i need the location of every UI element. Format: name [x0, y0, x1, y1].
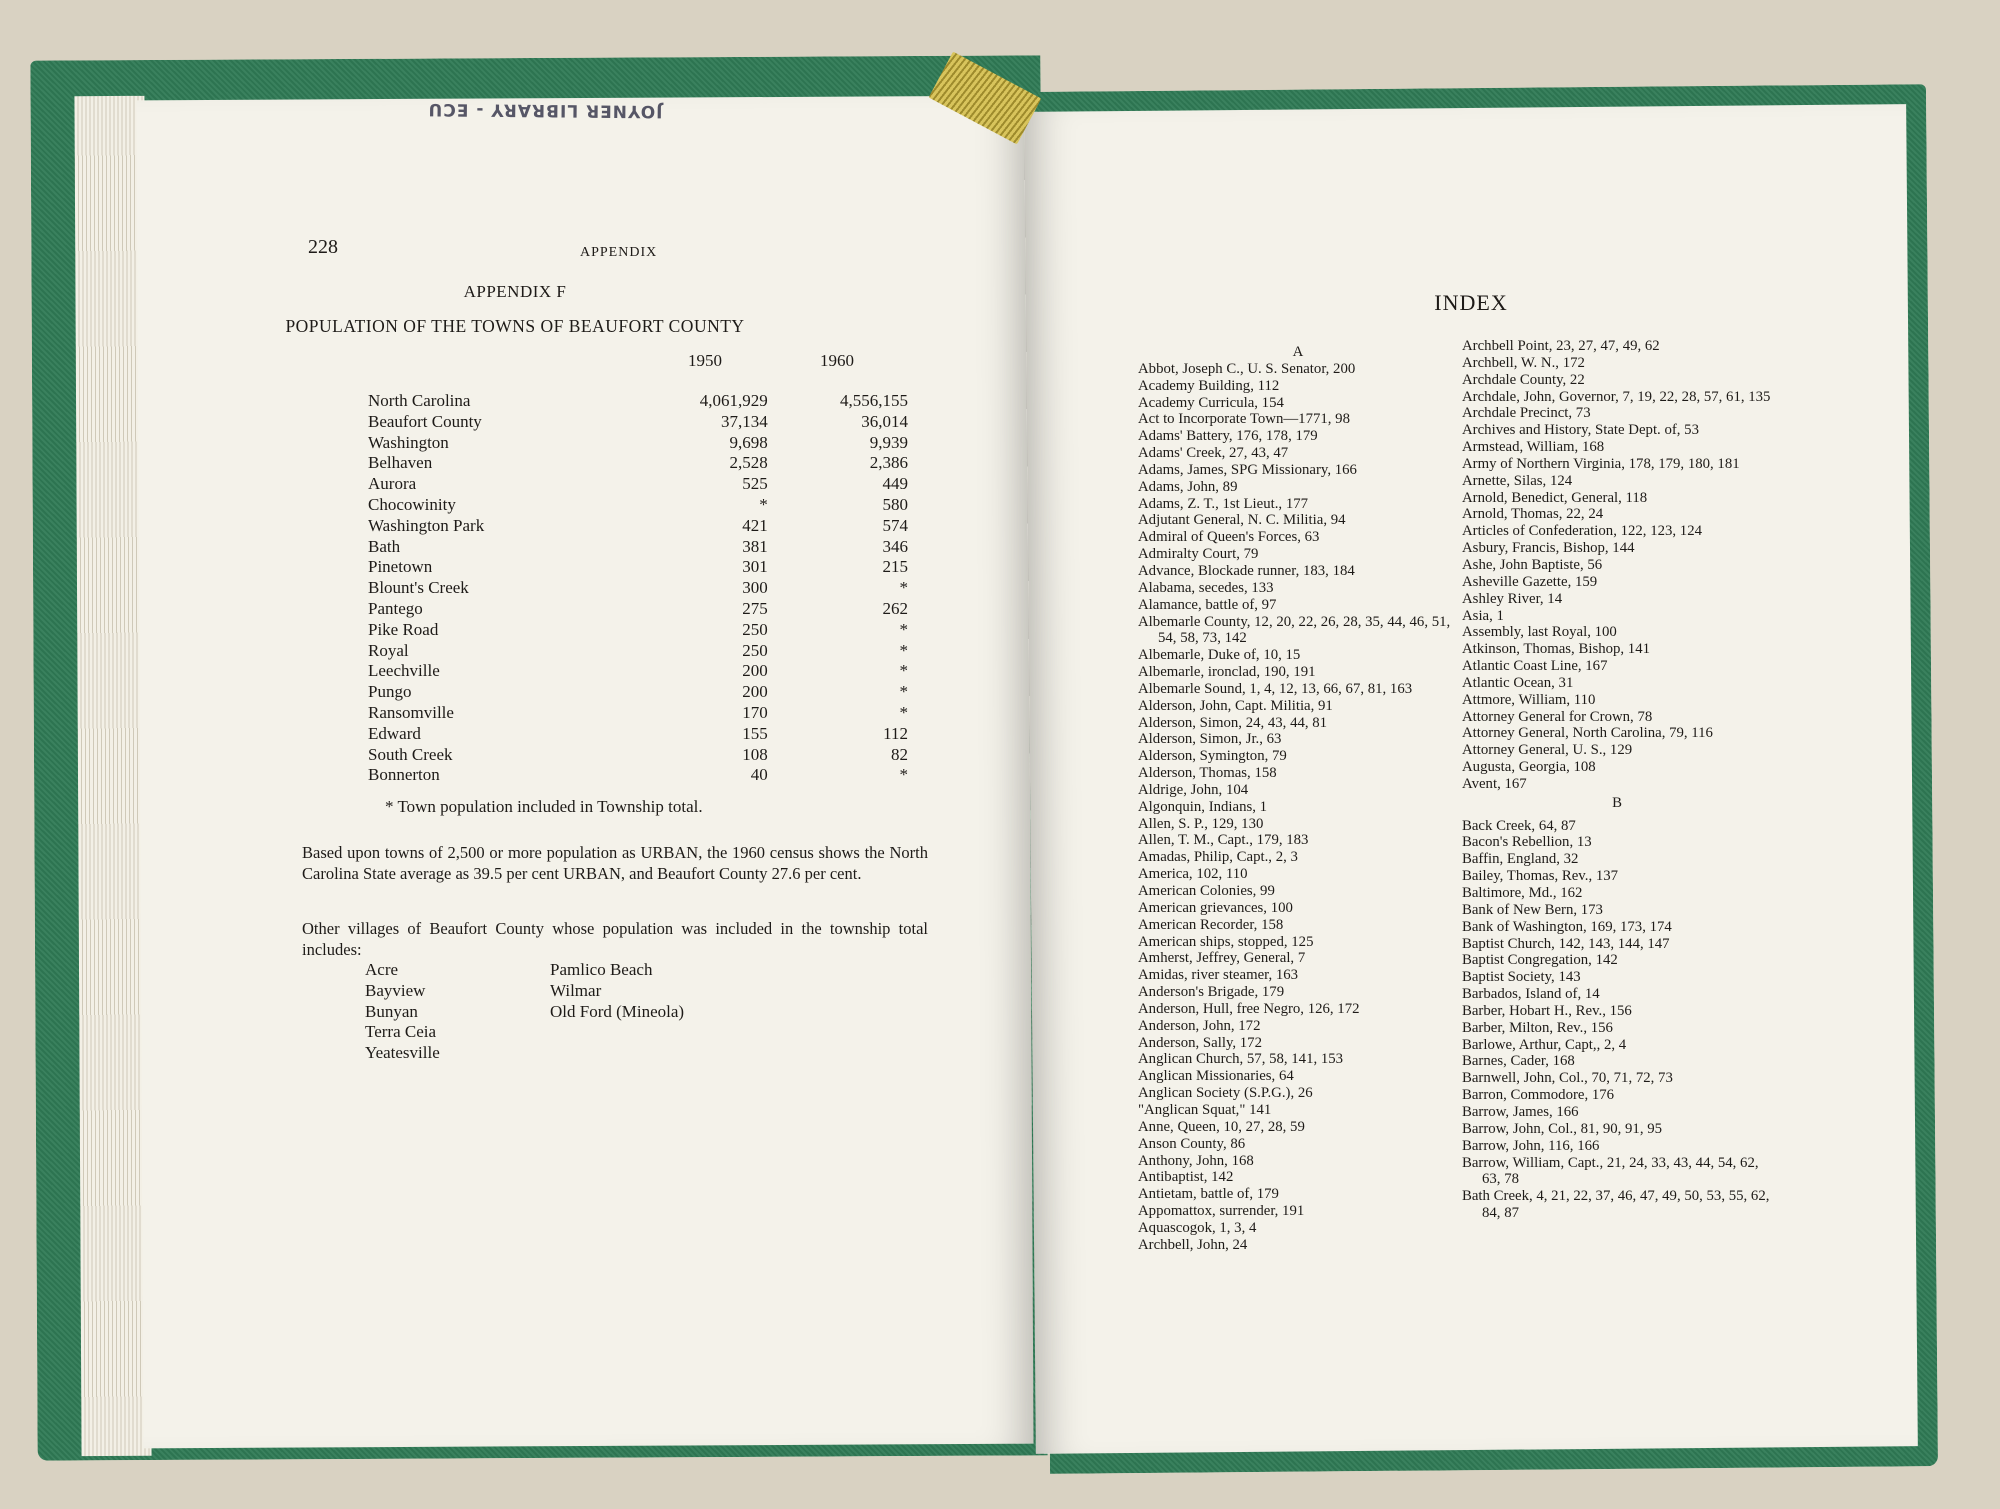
- index-entry: Alderson, Simon, Jr., 63: [1138, 731, 1282, 748]
- index-entry: Archdale County, 22: [1462, 371, 1585, 388]
- index-entry: Anderson, Hull, free Negro, 126, 172: [1138, 1000, 1360, 1017]
- index-entry: Atkinson, Thomas, Bishop, 141: [1462, 641, 1650, 658]
- town-name: Bath: [368, 536, 401, 556]
- index-entry: Advance, Blockade runner, 183, 184: [1138, 562, 1355, 579]
- index-entry: Archbell Point, 23, 27, 47, 49, 62: [1462, 338, 1660, 354]
- population-1960: 4,556,155: [840, 391, 908, 410]
- index-entry: Barrow, John, Col., 81, 90, 91, 95: [1462, 1120, 1663, 1137]
- index-entry: Armstead, William, 168: [1462, 439, 1605, 456]
- index-entry: Barron, Commodore, 176: [1462, 1087, 1615, 1104]
- index-entry: Baffin, England, 32: [1462, 851, 1579, 868]
- population-1950: 170: [742, 702, 768, 722]
- index-entry: Archbell, John, 24: [1138, 1236, 1248, 1253]
- index-entry: Barnwell, John, Col., 70, 71, 72, 73: [1462, 1070, 1673, 1087]
- index-entry: Anderson, John, 172: [1138, 1017, 1261, 1034]
- population-1960: 82: [891, 744, 908, 764]
- population-1960: 346: [882, 536, 908, 556]
- index-entry: Alderson, John, Capt. Militia, 91: [1138, 697, 1333, 714]
- population-1960: *: [899, 765, 908, 785]
- index-entry: Arnold, Thomas, 22, 24: [1462, 506, 1604, 523]
- index-entry: Bacon's Rebellion, 13: [1462, 834, 1592, 851]
- population-1960: 449: [882, 474, 908, 494]
- index-entry: Adams' Creek, 27, 43, 47: [1138, 445, 1289, 462]
- table-row: [368, 453, 908, 474]
- town-name: Pungo: [368, 682, 412, 702]
- population-1950: *: [759, 494, 768, 514]
- index-entry: Amherst, Jeffrey, General, 7: [1138, 950, 1306, 967]
- index-entry: Arnette, Silas, 124: [1462, 472, 1573, 489]
- table-row: [368, 620, 908, 641]
- table-row: [368, 578, 908, 599]
- index-column-left: [1138, 344, 1458, 1254]
- table-row: [368, 391, 908, 412]
- index-entry: Adams, John, 89: [1138, 478, 1238, 495]
- index-entry: Asbury, Francis, Bishop, 144: [1462, 540, 1635, 557]
- index-entry: Albemarle, Duke of, 10, 15: [1138, 647, 1301, 664]
- population-1960: *: [899, 578, 908, 598]
- index-entry: Attorney General, North Carolina, 79, 116: [1462, 725, 1713, 742]
- population-1960: *: [899, 702, 908, 722]
- index-entry: Arnold, Benedict, General, 118: [1462, 489, 1648, 506]
- village-name: Acre: [365, 960, 399, 979]
- index-title: INDEX: [1434, 290, 1508, 315]
- town-name: Blount's Creek: [368, 578, 469, 598]
- village-name: Bunyan: [365, 1001, 418, 1021]
- index-entry: Admiralty Court, 79: [1138, 546, 1259, 563]
- index-section-letter: A: [1292, 344, 1304, 360]
- index-entry: Abbot, Joseph C., U. S. Senator, 200: [1138, 360, 1356, 377]
- table-row: [368, 703, 908, 724]
- index-entry: Archbell, W. N., 172: [1462, 354, 1585, 371]
- population-1960: *: [899, 619, 908, 639]
- index-entry: Attmore, William, 110: [1462, 691, 1596, 708]
- village-name: Wilmar: [550, 980, 602, 1000]
- town-name: Royal: [368, 640, 409, 660]
- villages-column-1: [365, 960, 440, 1064]
- index-entry: Allen, S. P., 129, 130: [1138, 815, 1264, 832]
- population-1950: 2,528: [729, 453, 768, 473]
- index-entry: Anne, Queen, 10, 27, 28, 59: [1138, 1118, 1305, 1135]
- index-entry: Appomattox, surrender, 191: [1138, 1203, 1305, 1220]
- village-name: Yeatesville: [365, 1043, 440, 1063]
- index-entry: Barlowe, Arthur, Capt,, 2, 4: [1462, 1036, 1627, 1053]
- index-entry: Asheville Gazette, 159: [1462, 573, 1598, 590]
- index-entry: Anderson's Brigade, 179: [1138, 984, 1285, 1001]
- index-entry: Ashe, John Baptiste, 56: [1462, 556, 1603, 573]
- population-1960: *: [899, 640, 908, 660]
- index-entry: Baltimore, Md., 162: [1462, 885, 1583, 901]
- population-1960: 2,386: [869, 453, 908, 473]
- page-number: 228: [308, 236, 338, 258]
- population-1960: 9,939: [869, 432, 908, 452]
- population-1950: 421: [742, 515, 768, 535]
- population-1960: 574: [882, 515, 908, 535]
- index-entry: Alderson, Symington, 79: [1138, 748, 1287, 765]
- index-entry: American Recorder, 158: [1138, 916, 1284, 933]
- index-entry: American Colonies, 99: [1138, 883, 1275, 899]
- population-1950: 9,698: [729, 432, 768, 452]
- index-entry: Antibaptist, 142: [1138, 1169, 1234, 1186]
- index-entry: Anson County, 86: [1138, 1135, 1246, 1152]
- index-entry: Bank of New Bern, 173: [1462, 901, 1603, 918]
- village-name: Old Ford (Mineola): [550, 1001, 685, 1021]
- population-1950: 250: [742, 619, 768, 639]
- index-entry: Barrow, James, 166: [1462, 1103, 1579, 1120]
- table-row: [368, 412, 908, 433]
- index-entry: Attorney General for Crown, 78: [1462, 708, 1653, 725]
- population-1950: 37,134: [721, 411, 768, 431]
- town-name: Washington Park: [368, 515, 485, 535]
- index-entry: Amidas, river steamer, 163: [1138, 967, 1299, 984]
- index-entry: Articles of Confederation, 122, 123, 124: [1462, 523, 1702, 540]
- town-name: North Carolina: [368, 391, 471, 410]
- index-entry: Baptist Society, 143: [1462, 969, 1581, 986]
- column-header-1960: 1960: [820, 351, 854, 370]
- index-entry: Adams, James, SPG Missionary, 166: [1138, 461, 1357, 478]
- index-entry: Albemarle County, 12, 20, 22, 26, 28, 35, 44, 46, 51, 54, 58, 73, 142: [1138, 613, 1451, 647]
- town-name: Edward: [368, 723, 421, 743]
- index-entry: Atlantic Coast Line, 167: [1462, 658, 1608, 675]
- index-entry: Albemarle Sound, 1, 4, 12, 13, 66, 67, 81, 163: [1138, 680, 1413, 697]
- index-entry: Adams, Z. T., 1st Lieut., 177: [1138, 495, 1309, 512]
- population-1950: 301: [742, 557, 768, 577]
- index-entry: Archdale, John, Governor, 7, 19, 22, 28, 57, 61, 135: [1462, 388, 1771, 405]
- index-entry: Alabama, secedes, 133: [1138, 579, 1274, 596]
- index-entry: Anglican Church, 57, 58, 141, 153: [1138, 1051, 1344, 1068]
- index-entry: Anglican Missionaries, 64: [1138, 1068, 1294, 1085]
- table-row: [368, 537, 908, 558]
- population-1950: 250: [742, 640, 768, 660]
- index-entry: Baptist Church, 142, 143, 144, 147: [1462, 935, 1670, 952]
- villages-column-2: [550, 960, 684, 1022]
- index-entry: Army of Northern Virginia, 178, 179, 180, 181: [1462, 455, 1740, 472]
- table-row: [368, 765, 908, 786]
- appendix-title: APPENDIX F: [463, 282, 567, 301]
- table-title: POPULATION OF THE TOWNS OF BEAUFORT COUNTY: [285, 316, 745, 336]
- index-entry: Admiral of Queen's Forces, 63: [1138, 529, 1320, 546]
- column-header-1950: 1950: [688, 351, 722, 370]
- index-entry: Academy Curricula, 154: [1138, 394, 1284, 411]
- town-name: Beaufort County: [368, 411, 482, 431]
- index-entry: Barbados, Island of, 14: [1462, 986, 1600, 1003]
- index-entry: Avent, 167: [1462, 775, 1527, 792]
- town-name: Belhaven: [368, 453, 433, 473]
- town-name: Ransomville: [368, 702, 454, 722]
- index-entry: Anglican Society (S.P.G.), 26: [1138, 1085, 1313, 1102]
- population-1950: 155: [742, 723, 768, 743]
- village-name: Bayview: [365, 980, 426, 1000]
- index-entry: Bath Creek, 4, 21, 22, 37, 46, 47, 49, 50, 53, 55, 62, 84, 87: [1462, 1188, 1770, 1222]
- town-name: Leechville: [368, 661, 440, 681]
- index-entry: Act to Incorporate Town—1771, 98: [1138, 411, 1350, 428]
- index-entry: Alamance, battle of, 97: [1138, 596, 1277, 613]
- table-row: [368, 724, 908, 745]
- population-1960: 36,014: [861, 411, 908, 431]
- index-section-letter: B: [1612, 794, 1622, 811]
- index-column-right: [1462, 338, 1772, 1222]
- index-entry: Alderson, Simon, 24, 43, 44, 81: [1138, 714, 1328, 731]
- table-row: [368, 641, 908, 662]
- index-entry: Barrow, William, Capt., 21, 24, 33, 43, 44, 54, 62, 63, 78: [1462, 1154, 1759, 1188]
- town-name: South Creek: [368, 744, 453, 764]
- index-entry: Asia, 1: [1462, 607, 1504, 624]
- index-entry: Allen, T. M., Capt., 179, 183: [1138, 832, 1309, 849]
- table-row: [368, 745, 908, 766]
- index-entry: Alderson, Thomas, 158: [1138, 765, 1277, 782]
- index-entry: Attorney General, U. S., 129: [1462, 742, 1633, 759]
- table-row: [368, 599, 908, 620]
- index-entry: Amadas, Philip, Capt., 2, 3: [1138, 849, 1298, 866]
- population-1960: 262: [882, 598, 908, 618]
- town-name: Pantego: [368, 598, 423, 618]
- urban-paragraph: Based upon towns of 2,500 or more population as URBAN, the 1960 census shows the North Carolina State average as 39.5 per cent URBAN, and Beaufort County 27.6 per cent.: [302, 843, 928, 883]
- town-name: Chocowinity: [368, 494, 456, 514]
- library-stamp: JOYNER LIBRARY - ECU: [427, 98, 663, 122]
- table-row: [368, 661, 908, 682]
- population-1950: 200: [742, 682, 768, 702]
- population-1950: 381: [742, 536, 768, 556]
- village-name: Pamlico Beach: [550, 960, 653, 979]
- index-entry: Augusta, Georgia, 108: [1462, 759, 1596, 776]
- population-1950: 300: [742, 578, 768, 598]
- index-entry: Antietam, battle of, 179: [1138, 1186, 1279, 1203]
- index-entry: Bailey, Thomas, Rev., 137: [1462, 868, 1619, 885]
- population-1950: 4,061,929: [699, 391, 768, 410]
- town-name: Bonnerton: [368, 765, 440, 785]
- index-entry: Ashley River, 14: [1462, 590, 1563, 607]
- index-entry: Back Creek, 64, 87: [1462, 817, 1576, 834]
- index-entry: Anthony, John, 168: [1138, 1152, 1254, 1169]
- index-entry: Adjutant General, N. C. Militia, 94: [1138, 512, 1346, 529]
- population-1950: 275: [742, 598, 768, 618]
- table-row: [368, 474, 908, 495]
- population-1950: 108: [742, 744, 768, 764]
- population-1950: 525: [742, 474, 768, 494]
- index-entry: Bank of Washington, 169, 173, 174: [1462, 918, 1672, 935]
- table-row: [368, 557, 908, 578]
- index-entry: Barrow, John, 116, 166: [1462, 1137, 1600, 1154]
- index-entry: Archives and History, State Dept. of, 53: [1462, 422, 1699, 439]
- index-entry: America, 102, 110: [1138, 866, 1248, 883]
- index-entry: "Anglican Squat," 141: [1138, 1101, 1272, 1118]
- table-row: [368, 433, 908, 454]
- table-row: [368, 682, 908, 703]
- town-name: Aurora: [368, 474, 417, 494]
- index-entry: Barber, Hobart H., Rev., 156: [1462, 1002, 1632, 1019]
- index-entry: Assembly, last Royal, 100: [1462, 624, 1617, 641]
- village-name: Terra Ceia: [365, 1022, 437, 1042]
- population-1960: 215: [882, 557, 908, 577]
- index-entry: Academy Building, 112: [1138, 377, 1280, 394]
- villages-paragraph: Other villages of Beaufort County whose population was included in the township total includes:: [302, 919, 928, 959]
- index-entry: Anderson, Sally, 172: [1138, 1034, 1262, 1051]
- footnote: * Town population included in Township total.: [385, 797, 703, 816]
- index-entry: Archdale Precinct, 73: [1462, 405, 1591, 422]
- population-1950: 200: [742, 661, 768, 681]
- index-entry: Adams' Battery, 176, 178, 179: [1138, 428, 1318, 445]
- town-name: Pinetown: [368, 557, 433, 577]
- population-table: [368, 391, 908, 786]
- table-row: [368, 495, 908, 516]
- index-entry: Atlantic Ocean, 31: [1462, 674, 1574, 691]
- index-entry: Aquascogok, 1, 3, 4: [1138, 1219, 1257, 1236]
- population-1960: *: [899, 682, 908, 702]
- index-entry: American grievances, 100: [1138, 899, 1293, 916]
- town-name: Pike Road: [368, 619, 439, 639]
- table-row: [368, 516, 908, 537]
- index-entry: Barnes, Cader, 168: [1462, 1053, 1575, 1070]
- population-1950: 40: [750, 765, 768, 785]
- index-entry: Algonquin, Indians, 1: [1138, 798, 1268, 815]
- index-entry: Barber, Milton, Rev., 156: [1462, 1019, 1613, 1036]
- running-head: APPENDIX: [580, 245, 658, 260]
- population-1960: *: [899, 661, 908, 681]
- population-1960: 112: [883, 723, 908, 743]
- population-1960: 580: [882, 494, 908, 514]
- index-entry: American ships, stopped, 125: [1138, 933, 1314, 950]
- index-entry: Baptist Congregation, 142: [1462, 952, 1618, 969]
- index-entry: Aldrige, John, 104: [1138, 781, 1249, 798]
- town-name: Washington: [368, 432, 449, 452]
- index-entry: Albemarle, ironclad, 190, 191: [1138, 664, 1316, 681]
